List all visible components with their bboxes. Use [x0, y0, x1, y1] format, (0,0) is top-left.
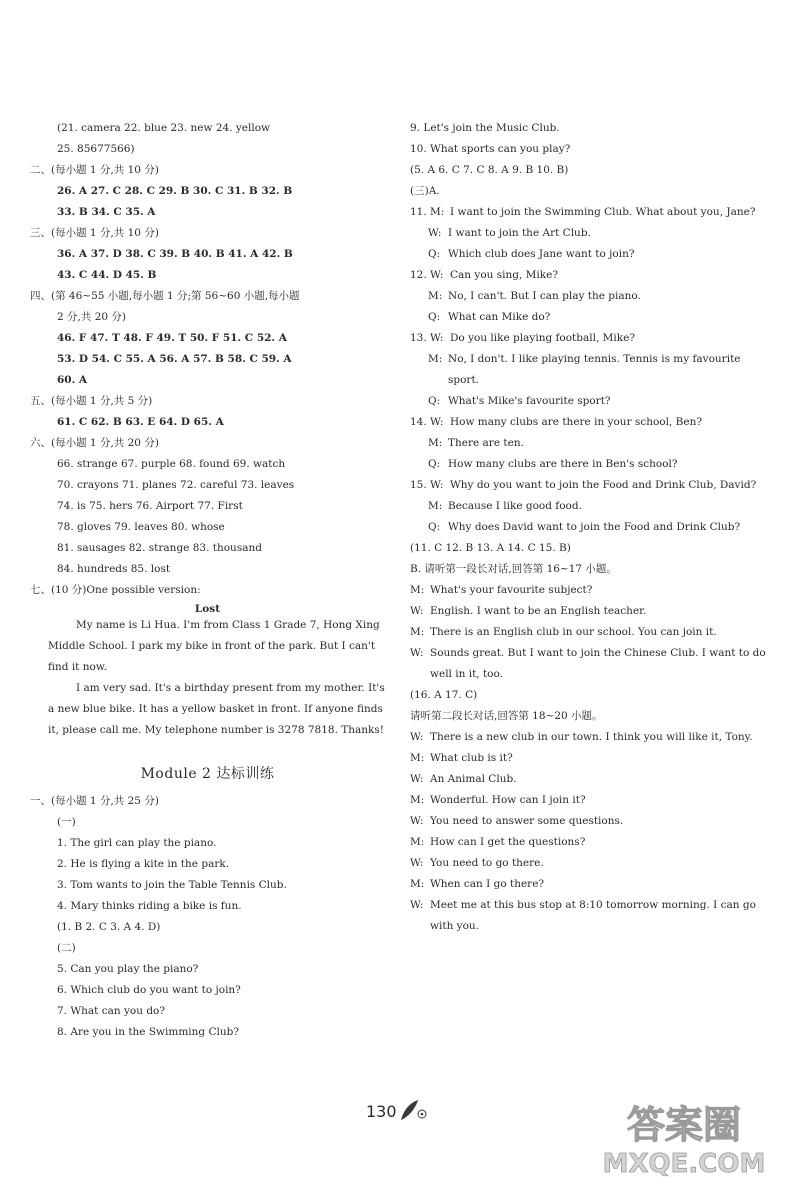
- text-line: 43. C 44. D 45. B: [57, 269, 157, 281]
- text-line: 70. crayons 71. planes 72. careful 73. leaves: [57, 479, 295, 491]
- speaker-label: 11. M:: [410, 206, 445, 218]
- dialogue-text: There is a new club in our town. I think you will like it, Tony.: [430, 731, 753, 743]
- text-line: 10. What sports can you play?: [410, 143, 571, 155]
- text-line: (21. camera 22. blue 23. new 24. yellow: [57, 122, 271, 134]
- dialogue-text: You need to answer some questions.: [430, 815, 624, 827]
- dialogue-line: [410, 580, 768, 601]
- text-line: 一、(每小题 1 分,共 25 分): [30, 795, 159, 807]
- dialogue-text: Because I like good food.: [448, 500, 582, 512]
- text-line: 46. F 47. T 48. F 49. T 50. F 51. C 52. A: [57, 332, 287, 344]
- dialogue-line: [410, 349, 768, 391]
- dialogue-line: [410, 622, 768, 643]
- left-column: [30, 118, 385, 1043]
- dialogue-text: Why do you want to join the Food and Drink Club, David?: [450, 479, 757, 491]
- dialogue-text: No, I don't. I like playing tennis. Tennis is my favourite sport.: [448, 353, 741, 386]
- text-line: 请听第二段长对话,回答第 18~20 小题。: [410, 710, 603, 722]
- dialogue-text: I want to join the Art Club.: [448, 227, 591, 239]
- text-line: 33. B 34. C 35. A: [57, 206, 156, 218]
- text-line: 三、(每小题 1 分,共 10 分): [30, 227, 159, 239]
- text-line: B. 请听第一段长对话,回答第 16~17 小题。: [410, 563, 617, 575]
- dialogue-text: Sounds great. But I want to join the Chinese Club. I want to do well in it, too.: [430, 647, 766, 680]
- dialogue-line: [410, 475, 768, 496]
- text-line: 4. Mary thinks riding a bike is fun.: [57, 900, 242, 912]
- dialogue-line: [410, 391, 768, 412]
- dialogue-line: [410, 874, 768, 895]
- dialogue-line: [410, 727, 768, 748]
- dialogue-line: [410, 496, 768, 517]
- speaker-label: M:: [410, 878, 425, 890]
- dialogue-line: [410, 832, 768, 853]
- dialogue-text: Can you sing, Mike?: [450, 269, 558, 281]
- speaker-label: M:: [410, 794, 425, 806]
- text-line: (二): [57, 942, 76, 954]
- speaker-label: W:: [410, 605, 424, 617]
- speaker-label: Q:: [428, 395, 441, 407]
- dialogue-line: [410, 412, 768, 433]
- dialogue-text: When can I go there?: [430, 878, 545, 890]
- speaker-label: W:: [410, 899, 424, 911]
- speaker-label: M:: [410, 584, 425, 596]
- dialogue-text: What's Mike's favourite sport?: [448, 395, 611, 407]
- transcript-list: [410, 118, 768, 937]
- dialogue-text: No, I can't. But I can play the piano.: [448, 290, 641, 302]
- speaker-label: M:: [428, 437, 443, 449]
- dialogue-text: I want to join the Swimming Club. What about you, Jane?: [450, 206, 756, 218]
- dialogue-text: How many clubs are there in Ben's school?: [448, 458, 678, 470]
- text-line: 36. A 37. D 38. C 39. B 40. B 41. A 42. B: [57, 248, 293, 260]
- dialogue-line: [410, 433, 768, 454]
- text-line: 3. Tom wants to join the Table Tennis Club.: [57, 879, 287, 891]
- watermark-logo-icon: [597, 1098, 772, 1178]
- speaker-label: Q:: [428, 248, 441, 260]
- text-line: 8. Are you in the Swimming Club?: [57, 1026, 239, 1038]
- dialogue-text: What can Mike do?: [448, 311, 551, 323]
- dialogue-line: [410, 769, 768, 790]
- dialogue-line: [410, 643, 768, 685]
- leaf-logo-icon: [398, 1098, 428, 1124]
- dialogue-text: Why does David want to join the Food and Drink Club?: [448, 521, 741, 533]
- dialogue-text: There are ten.: [448, 437, 524, 449]
- speaker-label: 15. W:: [410, 479, 444, 491]
- text-line: 26. A 27. C 28. C 29. B 30. C 31. B 32. B: [57, 185, 293, 197]
- dialogue-line: [410, 202, 768, 223]
- speaker-label: Q:: [428, 521, 441, 533]
- text-line: 1. The girl can play the piano.: [57, 837, 217, 849]
- right-column: [410, 118, 768, 937]
- speaker-label: W:: [428, 227, 442, 239]
- text-line: (一): [57, 816, 76, 828]
- dialogue-text: Wonderful. How can I join it?: [430, 794, 586, 806]
- speaker-label: W:: [410, 731, 424, 743]
- speaker-label: Q:: [428, 311, 441, 323]
- text-line: 84. hundreds 85. lost: [57, 563, 171, 575]
- speaker-label: 14. W:: [410, 416, 444, 428]
- dialogue-text: What club is it?: [430, 752, 513, 764]
- dialogue-text: There is an English club in our school. You can join it.: [430, 626, 717, 638]
- essay-title: Lost: [194, 603, 221, 615]
- dialogue-line: [410, 601, 768, 622]
- text-line: 9. Let's join the Music Club.: [410, 122, 560, 134]
- text-line: (1. B 2. C 3. A 4. D): [57, 921, 161, 933]
- dialogue-text: English. I want to be an English teacher.: [430, 605, 647, 617]
- answer-list-module2: [30, 791, 385, 1043]
- text-line: 二、(每小题 1 分,共 10 分): [30, 164, 159, 176]
- text-line: 七、(10 分)One possible version:: [30, 584, 201, 596]
- dialogue-text: What's your favourite subject?: [430, 584, 593, 596]
- dialogue-text: Meet me at this bus stop at 8:10 tomorrow morning. I can go with you.: [430, 899, 756, 932]
- dialogue-line: [410, 748, 768, 769]
- dialogue-line: [410, 286, 768, 307]
- speaker-label: W:: [410, 857, 424, 869]
- text-line: 6. Which club do you want to join?: [57, 984, 241, 996]
- dialogue-line: [410, 853, 768, 874]
- dialogue-line: [410, 328, 768, 349]
- text-line: 25. 85677566): [57, 143, 135, 155]
- speaker-label: 13. W:: [410, 332, 444, 344]
- speaker-label: M:: [410, 836, 425, 848]
- dialogue-line: [410, 223, 768, 244]
- text-line: 60. A: [57, 374, 88, 386]
- speaker-label: W:: [410, 815, 424, 827]
- dialogue-line: [410, 517, 768, 538]
- text-line: 74. is 75. hers 76. Airport 77. First: [57, 500, 243, 512]
- speaker-label: M:: [428, 500, 443, 512]
- text-line: 六、(每小题 1 分,共 20 分): [30, 437, 159, 449]
- essay-paragraph-2: I am very sad. It's a birthday present from my mother. It's a new blue bike. It has a yellow basket in front. If anyone finds it, please call me. My telephone number is 3278 7818. Thanks!: [48, 682, 385, 736]
- speaker-label: W:: [410, 647, 424, 659]
- speaker-label: M:: [428, 290, 443, 302]
- text-line: 2 分,共 20 分): [57, 311, 126, 323]
- dialogue-text: Do you like playing football, Mike?: [450, 332, 635, 344]
- answer-list-left: [30, 118, 385, 601]
- text-line: 7. What can you do?: [57, 1005, 165, 1017]
- speaker-label: Q:: [428, 458, 441, 470]
- text-line: 66. strange 67. purple 68. found 69. watch: [57, 458, 286, 470]
- speaker-label: W:: [410, 773, 424, 785]
- module-title: Module 2 达标训练: [140, 766, 275, 782]
- dialogue-text: You need to go there.: [430, 857, 544, 869]
- dialogue-text: An Animal Club.: [430, 773, 517, 785]
- text-line: (11. C 12. B 13. A 14. C 15. B): [410, 542, 571, 554]
- dialogue-line: [410, 265, 768, 286]
- svg-text:答案圈: 答案圈: [626, 1103, 742, 1147]
- text-line: 61. C 62. B 63. E 64. D 65. A: [57, 416, 224, 428]
- speaker-label: M:: [428, 353, 443, 365]
- dialogue-line: [410, 307, 768, 328]
- text-line: 53. D 54. C 55. A 56. A 57. B 58. C 59. A: [57, 353, 292, 365]
- dialogue-text: How many clubs are there in your school, Ben?: [450, 416, 702, 428]
- text-line: 四、(第 46~55 小题,每小题 1 分;第 56~60 小题,每小题: [30, 290, 300, 302]
- text-line: 5. Can you play the piano?: [57, 963, 199, 975]
- speaker-label: M:: [410, 752, 425, 764]
- dialogue-line: [410, 790, 768, 811]
- speaker-label: 12. W:: [410, 269, 444, 281]
- speaker-label: M:: [410, 626, 425, 638]
- dialogue-line: [410, 454, 768, 475]
- text-line: 81. sausages 82. strange 83. thousand: [57, 542, 262, 554]
- dialogue-line: [410, 244, 768, 265]
- text-line: 2. He is flying a kite in the park.: [57, 858, 230, 870]
- essay-paragraph-1: My name is Li Hua. I'm from Class 1 Grade 7, Hong Xing Middle School. I park my bike in front of the park. But I can't find it now.: [48, 619, 380, 673]
- text-line: 五、(每小题 1 分,共 5 分): [30, 395, 153, 407]
- dialogue-text: Which club does Jane want to join?: [448, 248, 635, 260]
- dialogue-line: [410, 811, 768, 832]
- text-line: 78. gloves 79. leaves 80. whose: [57, 521, 225, 533]
- text-line: (三)A.: [410, 185, 440, 197]
- dialogue-line: [410, 895, 768, 937]
- page-number: 130: [366, 1102, 397, 1121]
- dialogue-text: How can I get the questions?: [430, 836, 586, 848]
- text-line: (16. A 17. C): [410, 689, 478, 701]
- text-line: (5. A 6. C 7. C 8. A 9. B 10. B): [410, 164, 569, 176]
- svg-text:MXQE.COM: MXQE.COM: [602, 1149, 766, 1178]
